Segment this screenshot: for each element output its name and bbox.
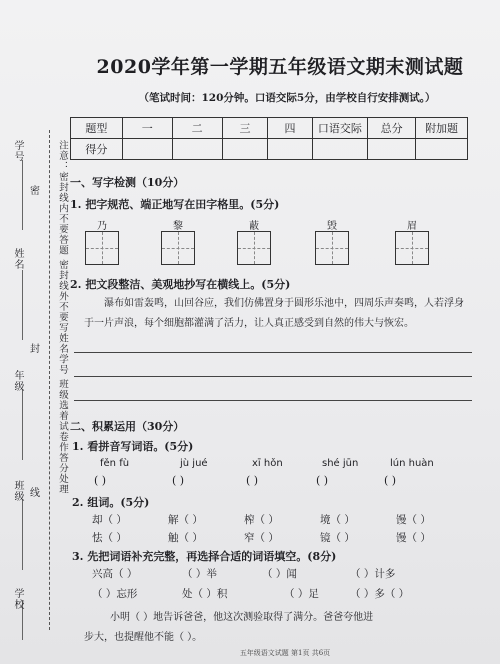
seal-word: 线 xyxy=(30,488,40,499)
word-item[interactable]: 怯（ ） xyxy=(92,532,127,544)
answer-bracket[interactable]: ( ) xyxy=(172,474,185,487)
score-header-cell: 三 xyxy=(222,118,268,139)
question-fill-prompt: 3. 先把词语补充完整，再选择合适的词语填空。(8分) xyxy=(72,550,337,563)
fill-item[interactable]: （ ）多（ ） xyxy=(350,588,410,600)
fill-item[interactable]: （ ）闻 xyxy=(262,568,297,580)
seal-dashed-line xyxy=(49,130,50,630)
score-cell[interactable] xyxy=(416,139,468,160)
seal-word: 封 xyxy=(30,344,40,355)
score-table xyxy=(70,117,468,160)
section1-heading: 一、写字检测（10分） xyxy=(70,176,185,189)
answer-bracket[interactable]: ( ) xyxy=(94,474,107,487)
question-words-prompt: 2. 组词。(5分) xyxy=(72,496,150,509)
binding-line xyxy=(22,270,23,340)
writing-line[interactable] xyxy=(74,376,472,377)
pinyin-item: lún huàn xyxy=(390,458,434,469)
score-header-cell: 口语交际 xyxy=(312,118,368,139)
tianzi-box[interactable] xyxy=(315,231,349,265)
label-grade: 年级 xyxy=(12,370,23,392)
word-item[interactable]: 馒（ ） xyxy=(396,514,431,526)
label-student-id: 学号 xyxy=(12,140,23,162)
question-1-prompt: 1. 把字规范、端正地写在田字格里。(5分) xyxy=(70,198,280,211)
copy-passage: 瀑布如雷轰鸣，山回谷应，我们仿佛置身于圆形乐池中，四周乐声奏鸣，人若浮身于一片声浪，每个细胞都灌满了活力，让人真正感受到自然的伟大与恢宏。 xyxy=(84,298,464,329)
character-label: 蔽 xyxy=(249,221,259,232)
section2-heading: 二、积累运用（30分） xyxy=(70,420,185,433)
fill-item[interactable]: （ ）足 xyxy=(284,588,319,600)
score-cell[interactable] xyxy=(268,139,312,160)
tianzi-box[interactable] xyxy=(85,231,119,265)
score-row-label: 得分 xyxy=(71,139,123,160)
character-grid xyxy=(82,221,452,301)
page-subtitle: （笔试时间：120分钟。口语交际5分，由学校自行安排测试。） xyxy=(138,92,436,104)
answer-bracket[interactable]: ( ) xyxy=(384,474,397,487)
label-class: 班级 xyxy=(12,480,23,502)
label-name: 姓名 xyxy=(12,248,23,270)
fill-sentence-line[interactable]: 步大，也提醒他不能（ ）。 xyxy=(84,632,203,643)
score-cell[interactable] xyxy=(172,139,222,160)
tianzi-box[interactable] xyxy=(237,231,271,265)
pinyin-item: fěn fù xyxy=(100,458,130,469)
word-item[interactable]: 馒（ ） xyxy=(396,532,431,544)
score-table-header xyxy=(71,118,468,139)
seal-word: 密 xyxy=(30,186,40,197)
score-header-cell: 总分 xyxy=(368,118,416,139)
word-item[interactable]: 榨（ ） xyxy=(244,514,279,526)
answer-bracket[interactable]: ( ) xyxy=(316,474,329,487)
fill-sentence-line[interactable]: 小明（ ）地告诉爸爸，他这次测验取得了满分。爸爸夸他进 xyxy=(110,612,374,623)
fill-item[interactable]: 兴高（ ） xyxy=(92,568,138,580)
label-school: 学校 xyxy=(12,588,23,610)
question-pinyin-prompt: 1. 看拼音写词语。(5分) xyxy=(72,440,194,453)
score-cell[interactable] xyxy=(368,139,416,160)
answer-bracket[interactable]: ( ) xyxy=(246,474,259,487)
score-table-row xyxy=(71,139,468,160)
writing-line[interactable] xyxy=(74,400,472,401)
binding-notice: 注意：密封线内不要答题 密封线外不要写姓名学号 班级选着试卷作答分处理 xyxy=(57,140,68,495)
fill-item[interactable]: 处（ ）积 xyxy=(182,588,228,600)
binding-line xyxy=(22,390,23,460)
page-footer: 五年级语文试题 第1页 共6页 xyxy=(239,649,331,657)
word-item[interactable]: 境（ ） xyxy=(320,514,355,526)
word-item[interactable]: 触（ ） xyxy=(168,532,203,544)
character-label: 乃 xyxy=(97,221,107,232)
fill-item[interactable]: （ ）计多 xyxy=(350,568,396,580)
score-header-cell: 附加题 xyxy=(416,118,468,139)
word-item[interactable]: 镜（ ） xyxy=(320,532,355,544)
word-item[interactable]: 解（ ） xyxy=(168,514,203,526)
pinyin-item: shé jūn xyxy=(322,458,359,469)
fill-item[interactable]: （ ）举 xyxy=(182,568,217,580)
tianzi-box[interactable] xyxy=(161,231,195,265)
word-item[interactable]: 窄（ ） xyxy=(244,532,279,544)
score-header-cell: 题型 xyxy=(71,118,123,139)
tianzi-cell[interactable] xyxy=(234,217,274,265)
character-label: 毁 xyxy=(327,221,337,232)
tianzi-box[interactable] xyxy=(395,231,429,265)
binding-line xyxy=(22,500,23,570)
tianzi-cell[interactable] xyxy=(158,217,198,265)
tianzi-cell[interactable] xyxy=(82,217,122,265)
tianzi-cell[interactable] xyxy=(392,217,432,265)
score-cell[interactable] xyxy=(312,139,368,160)
character-label: 眉 xyxy=(407,221,417,232)
pinyin-item: xī hǒn xyxy=(252,458,283,469)
word-item[interactable]: 却（ ） xyxy=(92,514,127,526)
score-header-cell: 一 xyxy=(122,118,172,139)
score-cell[interactable] xyxy=(222,139,268,160)
page-title: 2020学年第一学期五年级语文期末测试题 xyxy=(96,56,464,78)
question-2-prompt: 2. 把文段整洁、美观地抄写在横线上。(5分) xyxy=(70,278,291,291)
score-header-cell: 二 xyxy=(172,118,222,139)
fill-item[interactable]: （ ）忘形 xyxy=(92,588,138,600)
binding-line xyxy=(22,160,23,230)
character-label: 黎 xyxy=(173,221,183,232)
score-cell[interactable] xyxy=(122,139,172,160)
writing-line[interactable] xyxy=(74,352,472,353)
score-header-cell: 四 xyxy=(268,118,312,139)
tianzi-cell[interactable] xyxy=(312,217,352,265)
pinyin-item: jù jué xyxy=(180,458,208,469)
